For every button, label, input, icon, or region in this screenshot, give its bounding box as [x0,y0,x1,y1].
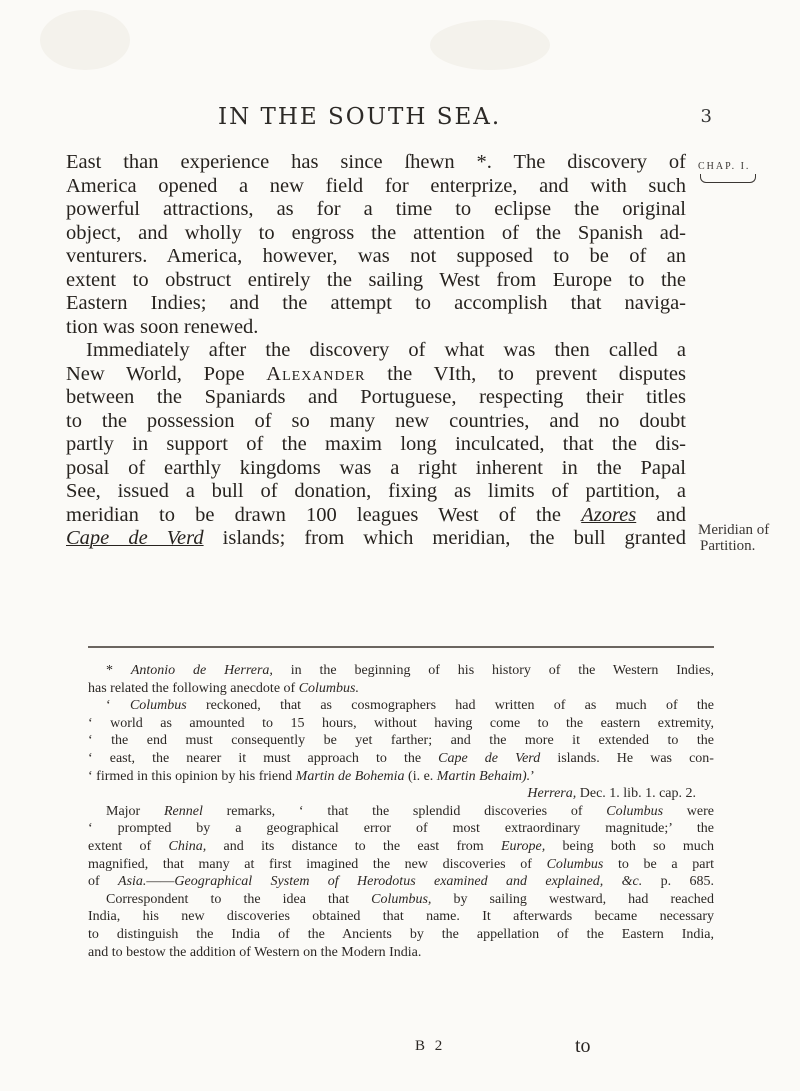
text-run: in the beginning of his history of the Western Indies, [272,663,714,678]
text-line [66,363,686,387]
text-run: islands; from which meridian, the bull granted [203,527,687,549]
text-run: —— [146,874,175,890]
text-line: East than experience has since ſhewn *. The discovery of [66,151,686,173]
text-line: venturers. America, however, was not supposed to be of an [66,245,686,267]
footnote-line [88,873,714,891]
text-line: between the Spaniards and Portuguese, respecting their titles [66,386,686,408]
footnote-line [88,680,714,698]
text-run: by sailing westward, had reached [431,891,714,907]
text-run: magnified, that many at first imagined the new discoveries of [88,856,547,872]
signature-mark: B 2 [415,1038,446,1054]
footnote-line [88,856,714,874]
text-run: and [636,503,686,526]
text-run: Antonio de Herrera, [130,663,273,678]
paper-stain [430,20,550,70]
text-run: Asia. [118,874,147,890]
text-run: being both so much [545,838,714,854]
pope-name: Alexander [266,362,366,385]
text-run: New World, Pope [66,362,267,385]
chapter-marker: CHAP. I. [698,161,751,172]
text-run: Correspondent to the idea that [106,891,372,907]
footnote-line [88,891,714,909]
text-run: meridian to be drawn 100 leagues West of the [66,503,582,526]
footnote-line [88,662,714,680]
footnote-line [88,768,714,786]
text-run: Martin Behaim). [436,768,531,784]
text-run: Columbus [546,856,604,872]
text-line: object, and wholly to engross the attention of the Spanish ad- [66,221,686,244]
text-line [66,504,686,528]
text-line: partly in support of the maxim long inculcated, that the dis- [66,433,686,455]
page-foot [0,1035,800,1062]
running-head-title: IN THE SOUTH SEA. [218,104,502,130]
place-name: Azores [581,503,637,526]
main-text [66,151,686,551]
footnote-line: India, his new discoveries obtained that name. It afterwards became necessary [88,909,714,925]
text-run: the VIth, to prevent disputes [365,362,686,385]
text-line: Immediately after the discovery of what was then called a [86,339,686,361]
text-run: islands. He was con- [540,750,714,766]
text-line: See, issued a bull of donation, fixing as limits of partition, a [66,480,686,502]
text-run: and its distance to the east from [206,838,501,854]
page-number: 3 [700,106,712,127]
side-note-line: Meridian of [698,522,770,538]
text-run: ’ [530,768,535,784]
text-line: powerful attractions, as for a time to eclipse the original [66,198,686,220]
footnote-line [88,785,714,803]
text-run: ‘ east, the nearer it must approach to the [88,750,439,766]
footnote-line: ‘ the end must consequently be yet farther; and the more it extended to the [88,733,714,749]
text-run: Herrera, [527,786,577,802]
side-note [698,522,769,554]
text-line [66,527,686,551]
text-run: Columbus, [371,891,432,907]
text-run: of [88,874,119,890]
text-run: has related the following anecdote of [88,680,299,696]
text-line: Eastern Indies; and the attempt to accomplish that naviga- [66,292,686,314]
footnote-line: ‘ prompted by a geographical error of most extraordinary magnitude;’ the [88,821,714,837]
footnote-line [88,750,714,768]
paper-stain [40,10,130,70]
text-line: to the possession of so many new countries, and no doubt [66,409,686,432]
footnote-line: to distinguish the India of the Ancients by the appellation of the Eastern India, [88,926,714,942]
text-run: China, [168,838,207,854]
text-run: Columbus [606,803,664,819]
footnote-rule [88,646,714,648]
text-run: Columbus. [298,680,359,696]
text-line: America opened a new field for enterprize, and with such [66,174,686,197]
footnote-line: ‘ world as amounted to 15 hours, without having come to the eastern extremity, [88,715,714,731]
text-run: to be a part [603,856,714,872]
text-run: reckoned, that as cosmographers had written of as much of the [186,698,714,714]
text-run: Rennel [163,803,203,819]
text-run: ‘ firmed in this opinion by his friend [88,768,296,784]
text-run: Cape de Verd [438,750,541,766]
text-run: extent of [88,838,169,854]
text-run: * [106,663,131,678]
text-run: ‘ [106,698,130,714]
running-head [0,104,800,144]
chapter-brace [700,174,756,183]
footnotes [88,662,714,961]
footnote-line [88,697,714,715]
footnote-line [88,838,714,856]
text-run: Columbus [129,698,187,714]
text-run: Europe, [501,838,546,854]
footnote-line [88,803,714,821]
side-note-line: Partition. [700,538,756,554]
text-run: p. 685. [642,874,714,890]
text-run: were [663,803,715,819]
text-run: Dec. 1. lib. 1. cap. 2. [576,786,696,802]
catchword: to [575,1035,591,1057]
text-run: remarks, ‘ that the splendid discoveries of [202,803,607,819]
text-run: (i. e. [404,768,437,784]
text-line: tion was soon renewed. [66,315,259,338]
text-line: posal of earthly kingdoms was a right inherent in the Papal [66,456,686,479]
text-run: Geographical System of Herodotus examined and explained, &c. [174,874,643,890]
text-run: Martin de Bohemia [295,768,405,784]
place-name: Cape de Verd [66,527,204,549]
text-line: extent to obstruct entirely the sailing West from Europe to the [66,268,686,291]
text-run: Major [106,803,164,819]
footnote-line: and to bestow the addition of Western on the Modern India. [88,944,422,960]
